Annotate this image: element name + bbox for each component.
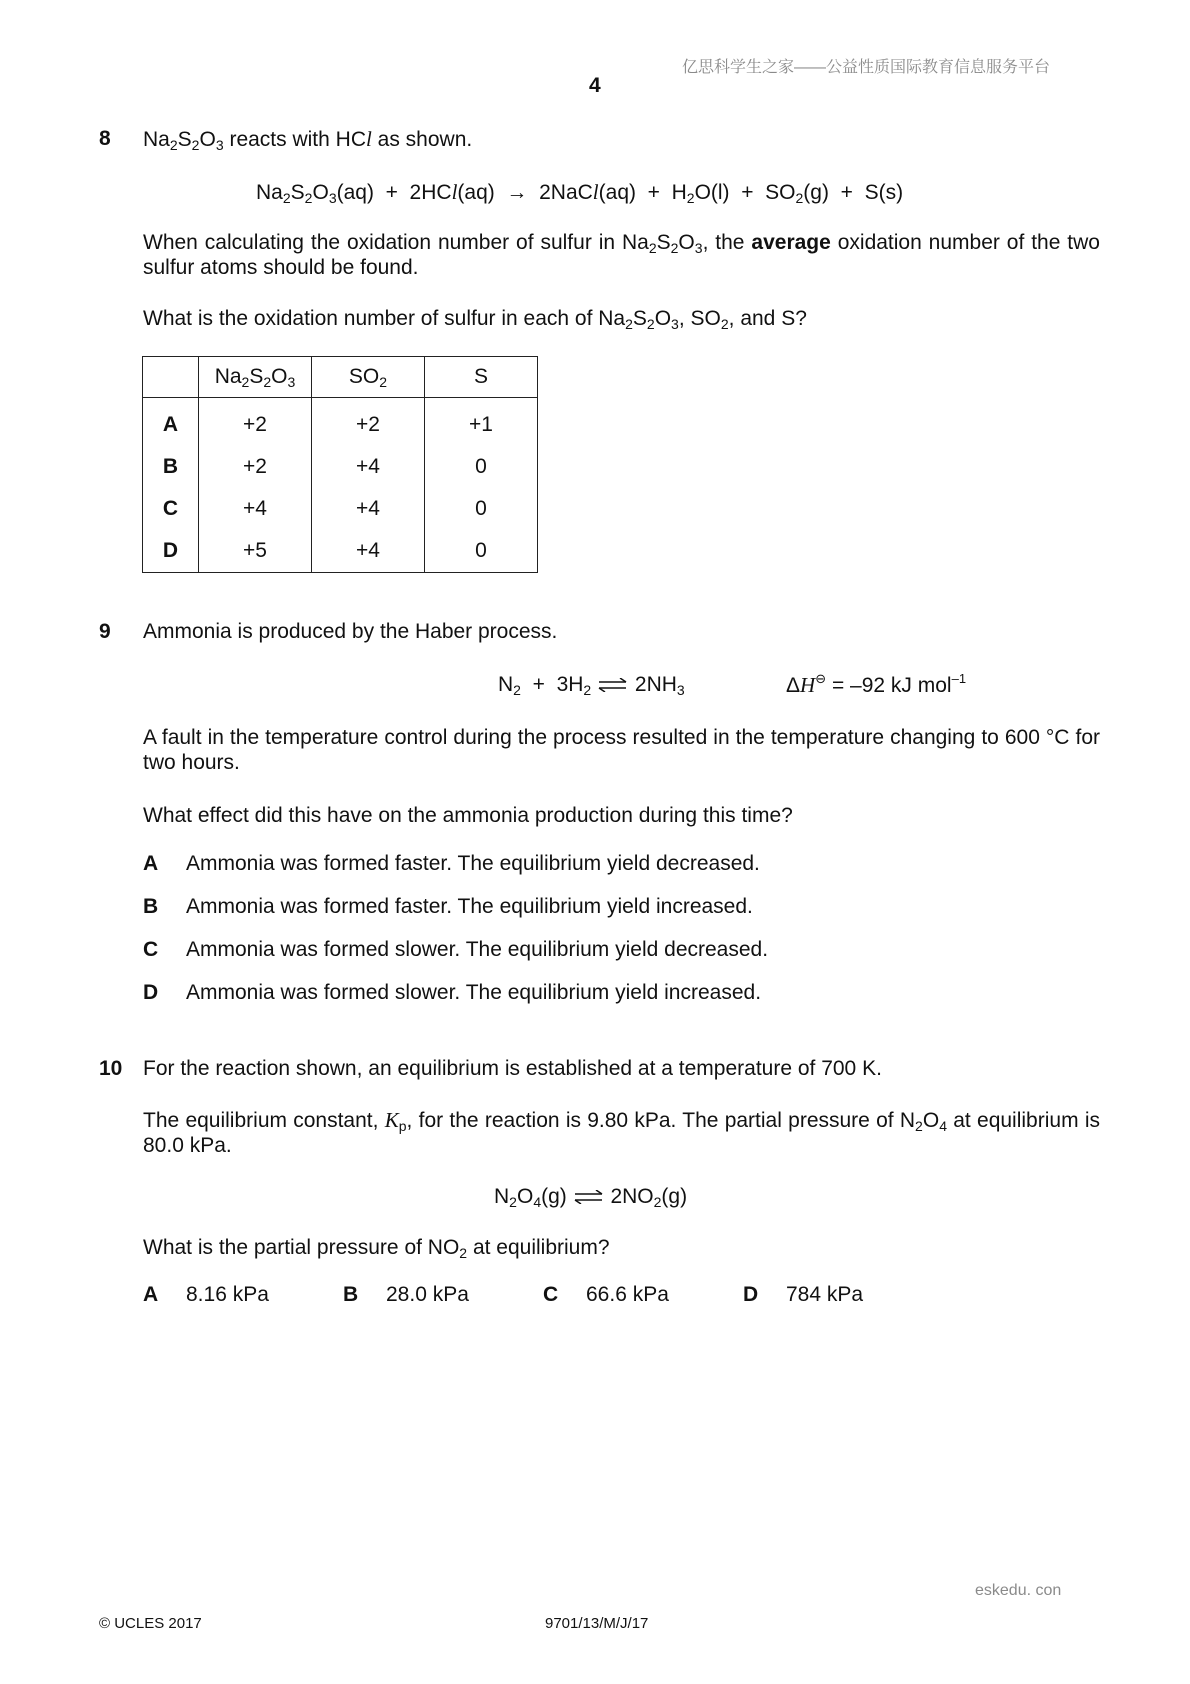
table-header-row <box>143 357 538 398</box>
q10-paragraph: The equilibrium constant, $K_p$, for the reaction is 9.80 kPa. The partial pressure of $N_2O_4$ at equilibrium is 80.0 kPa. <box>143 1108 1100 1157</box>
footer-site-watermark: eskedu. con <box>975 1582 1062 1599</box>
page-number: 4 <box>589 74 601 97</box>
table-corner-cell <box>143 357 199 398</box>
q8-oxidation-table <box>142 356 538 573</box>
table-cell: +2 <box>199 398 312 447</box>
table-row-letter: A <box>143 398 199 447</box>
table-header-so2: $SO_2$ <box>312 357 425 398</box>
q10-option-b[interactable]: B 28.0 kPa <box>343 1283 469 1306</box>
q10-question: What is the partial pressure of $NO_2$ at equilibrium? <box>143 1236 610 1261</box>
table-row <box>143 530 538 573</box>
q10-intro: For the reaction shown, an equilibrium is established at a temperature of 700 K. <box>143 1057 882 1080</box>
table-cell: +2 <box>199 446 312 488</box>
footer-copyright: © UCLES 2017 <box>99 1615 202 1632</box>
q9-option-d[interactable]: D Ammonia was formed slower. The equilibrium yield increased. <box>143 981 762 1004</box>
equilibrium-arrow-icon <box>573 1185 605 1209</box>
q9-equation: $N_2 + 3H_2$ $2NH_3$ <box>498 673 685 698</box>
table-row <box>143 398 538 447</box>
q9-question: What effect did this have on the ammonia production during this time? <box>143 804 793 827</box>
table-row-letter: B <box>143 446 199 488</box>
table-cell: +2 <box>312 398 425 447</box>
q8-number: 8 <box>99 127 111 150</box>
q9-option-a[interactable]: A Ammonia was formed faster. The equilibrium yield decreased. <box>143 852 760 875</box>
q9-intro: Ammonia is produced by the Haber process. <box>143 620 558 643</box>
q9-number: 9 <box>99 620 111 643</box>
q9-option-c[interactable]: C Ammonia was formed slower. The equilibrium yield decreased. <box>143 938 769 961</box>
table-cell: 0 <box>425 488 538 530</box>
q8-intro: $Na_2S_2O_3$ reacts with HCl as shown. <box>143 127 473 153</box>
q8-paragraph: When calculating the oxidation number of sulfur in $Na_2S_2O_3$, the average oxidation number of the two sulfur atoms should be found. <box>143 231 1100 279</box>
q9-option-b[interactable]: B Ammonia was formed faster. The equilibrium yield increased. <box>143 895 753 918</box>
table-cell: +4 <box>312 446 425 488</box>
table-cell: +4 <box>199 488 312 530</box>
q9-paragraph: A fault in the temperature control during the process resulted in the temperature changing to 600 °C for two hours. <box>143 726 1100 774</box>
table-row <box>143 488 538 530</box>
table-cell: 0 <box>425 530 538 573</box>
table-header-na2s2o3: $Na_2S_2O_3$ <box>199 357 312 398</box>
footer-paper-code: 9701/13/M/J/17 <box>545 1615 649 1632</box>
table-cell: +4 <box>312 530 425 573</box>
equilibrium-arrow-icon <box>597 673 629 697</box>
table-row-letter: D <box>143 530 199 573</box>
q10-equation: $N_2O_4(g)$ $2NO_2(g)$ <box>494 1185 688 1210</box>
q10-option-d[interactable]: D 784 kPa <box>743 1283 864 1306</box>
table-row <box>143 446 538 488</box>
q9-enthalpy: ΔH⊖ = –92 kJ mol$^{-1}$ <box>786 671 967 697</box>
q10-option-a[interactable]: A 8.16 kPa <box>143 1283 269 1306</box>
q10-option-c[interactable]: C 66.6 kPa <box>543 1283 669 1306</box>
table-cell: +5 <box>199 530 312 573</box>
header-watermark: 亿思科学生之家——公益性质国际教育信息服务平台 <box>682 59 1051 76</box>
q8-question: What is the oxidation number of sulfur in each of $Na_2S_2O_3$, $SO_2$, and S? <box>143 307 807 332</box>
table-cell: +1 <box>425 398 538 447</box>
table-row-letter: C <box>143 488 199 530</box>
table-header-s: S <box>425 357 538 398</box>
q8-equation: $Na_2S_2O_3(aq) + 2HCl(aq)$ → 2NaCl(aq) + $H_2O(l) + SO_2(g) + S(s)$ <box>256 180 904 206</box>
table-cell: 0 <box>425 446 538 488</box>
table-cell: +4 <box>312 488 425 530</box>
q10-number: 10 <box>99 1057 123 1080</box>
